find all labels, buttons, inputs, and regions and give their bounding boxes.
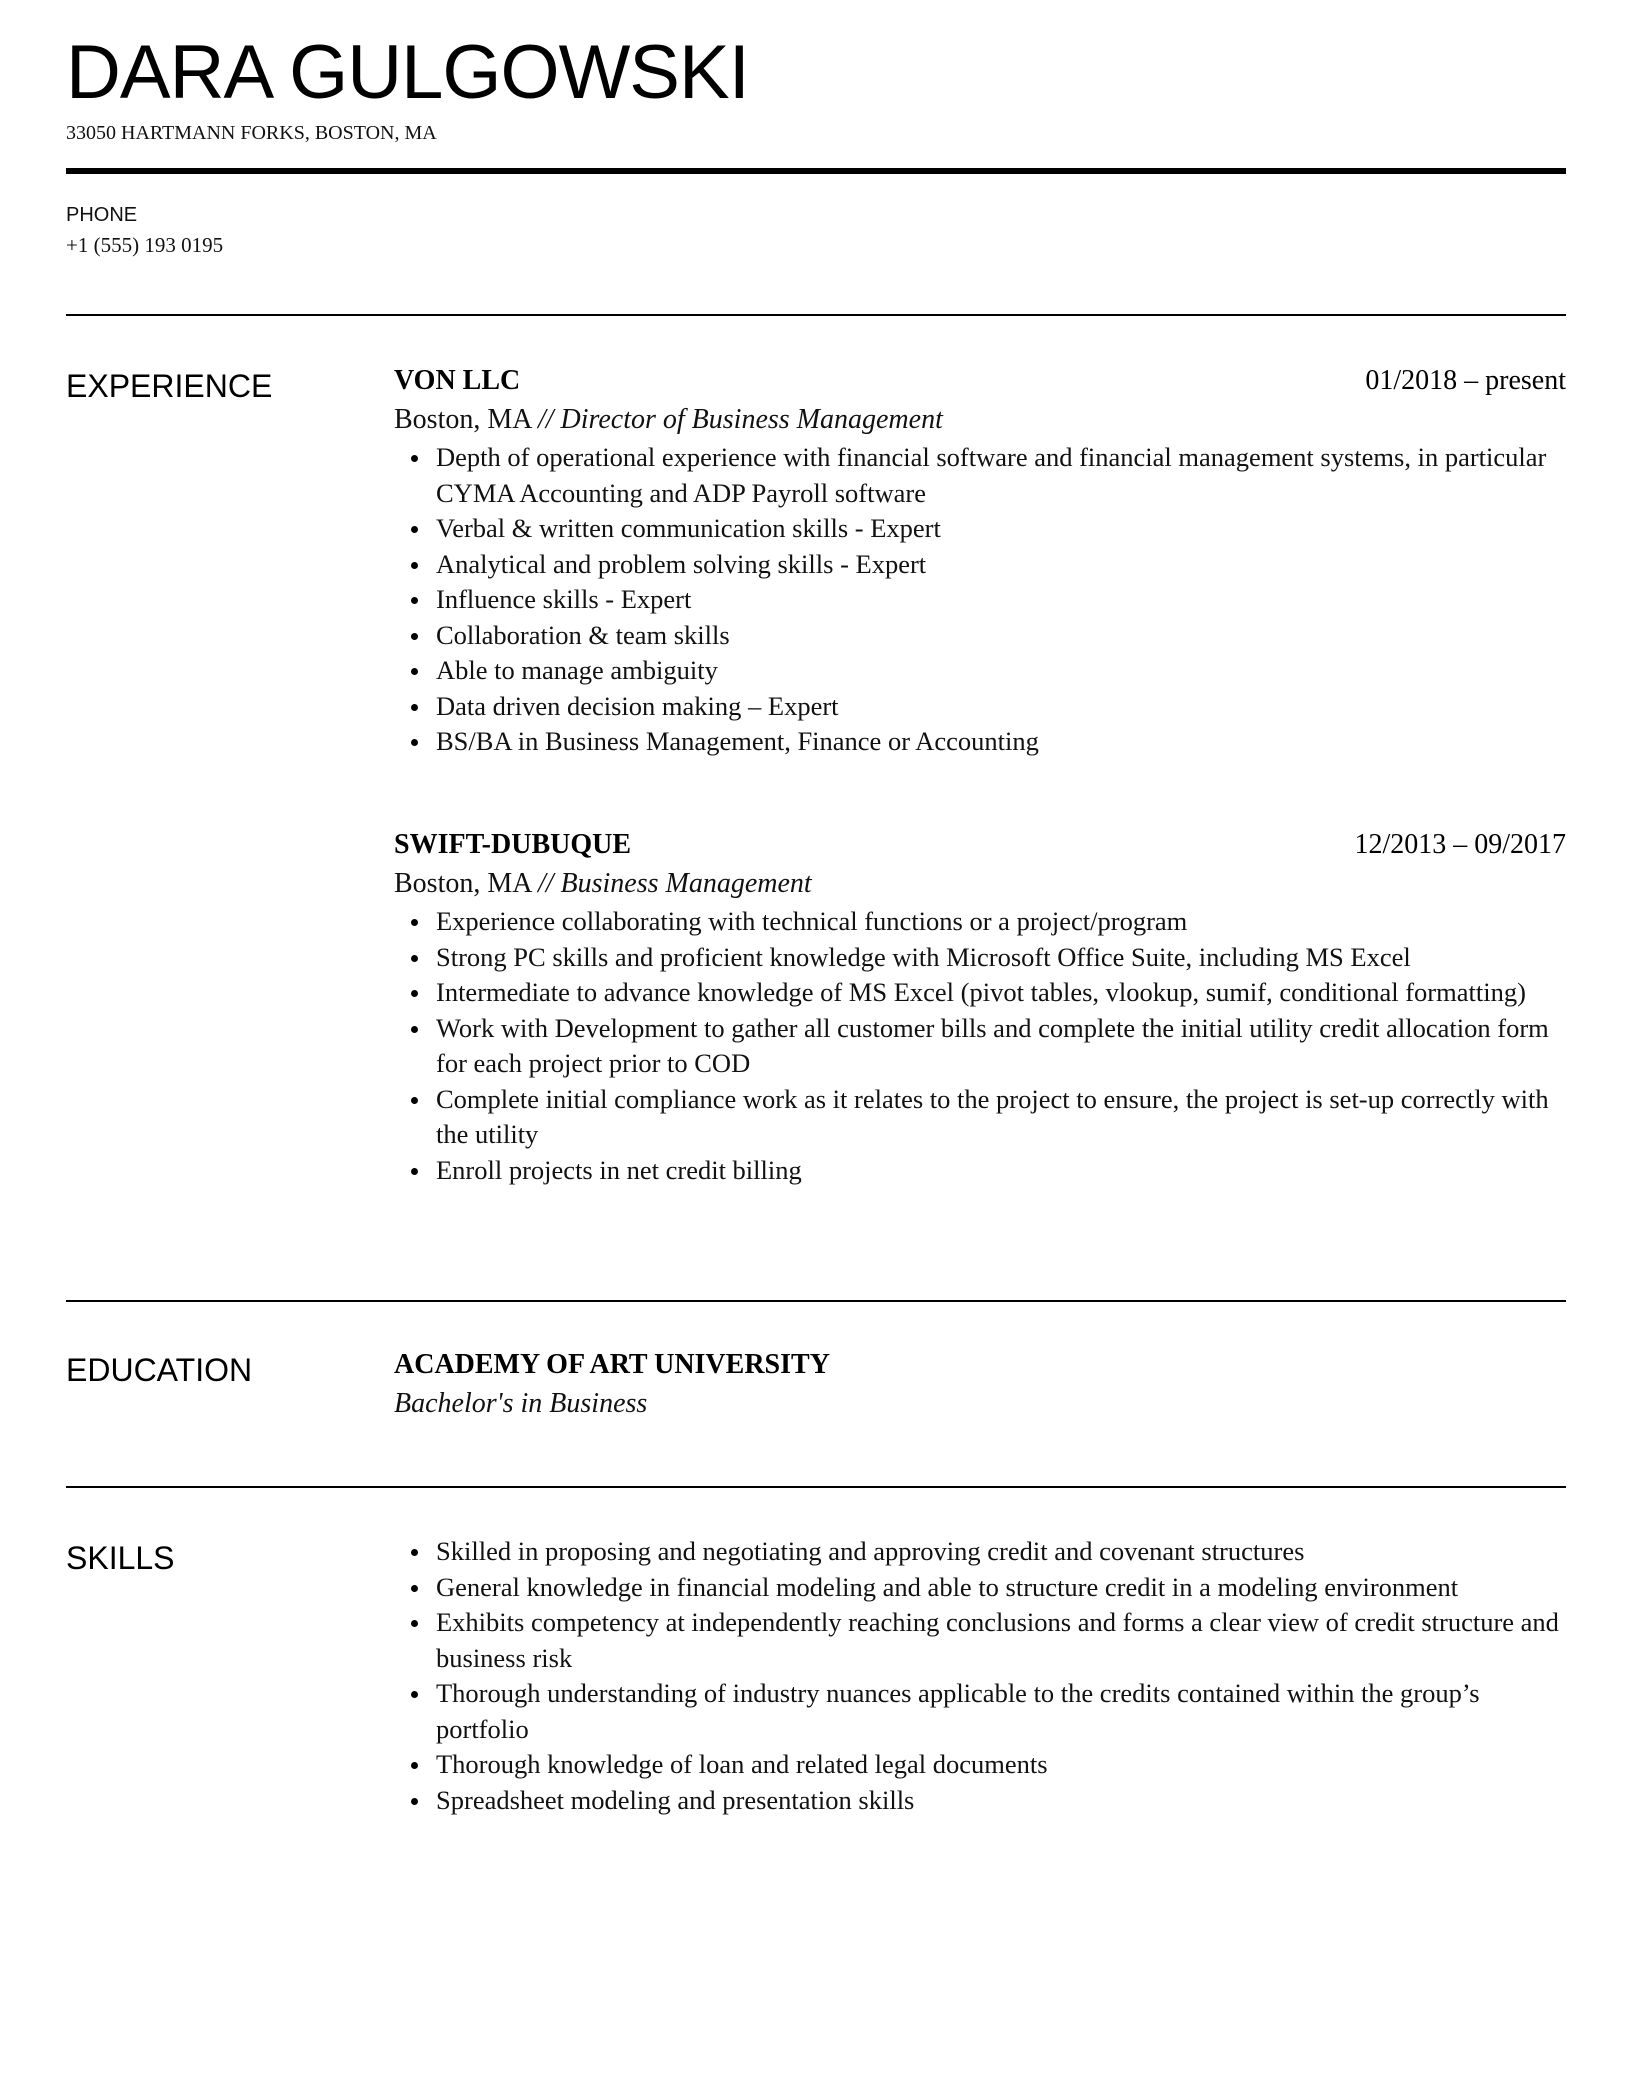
bullet-icon — [411, 1026, 418, 1033]
bullet-icon — [411, 739, 418, 746]
job-bullets — [394, 904, 1566, 1188]
experience-entry — [394, 362, 1566, 760]
list-item: Experience collaborating with technical functions or a project/program — [394, 904, 1566, 940]
experience-entry — [394, 826, 1566, 1188]
job-location: Boston, MA — [394, 404, 531, 435]
list-item: Spreadsheet modeling and presentation skills — [394, 1783, 1566, 1819]
bullet-icon — [411, 1097, 418, 1104]
list-item: Exhibits competency at independently reaching conclusions and forms a clear view of credit structure and business risk — [394, 1605, 1566, 1676]
section-divider — [66, 1486, 1566, 1488]
bullet-icon — [411, 955, 418, 962]
bullet-icon — [411, 1620, 418, 1627]
job-subline — [394, 864, 1566, 904]
section-divider — [66, 1300, 1566, 1302]
skills-heading: SKILLS — [66, 1540, 175, 1576]
education-heading: EDUCATION — [66, 1352, 253, 1388]
list-item: Skilled in proposing and negotiating and approving credit and covenant structures — [394, 1534, 1566, 1570]
company-name: SWIFT-DUBUQUE — [394, 829, 632, 860]
list-item: Analytical and problem solving skills - Expert — [394, 547, 1566, 583]
job-bullets — [394, 440, 1566, 760]
bullet-icon — [411, 1549, 418, 1556]
bullet-icon — [411, 597, 418, 604]
list-item: Depth of operational experience with financial software and financial management systems, in particular CYMA Accounting and ADP Payroll software — [394, 440, 1566, 511]
candidate-address: 33050 HARTMANN FORKS, BOSTON, MA — [66, 122, 437, 144]
phone-number: +1 (555) 193 0195 — [66, 233, 224, 257]
bullet-icon — [411, 919, 418, 926]
job-separator: // — [537, 868, 561, 899]
education-entry — [394, 1346, 1566, 1424]
candidate-name: DARA GULGOWSKI — [66, 30, 749, 115]
degree-line — [394, 1384, 1566, 1424]
list-item: Intermediate to advance knowledge of MS Excel (pivot tables, vlookup, sumif, conditional formatting) — [394, 975, 1566, 1011]
bullet-icon — [411, 562, 418, 569]
list-item: Influence skills - Expert — [394, 582, 1566, 618]
bullet-icon — [411, 633, 418, 640]
list-item: Thorough understanding of industry nuances applicable to the credits contained within the group’s portfolio — [394, 1676, 1566, 1747]
job-separator: // — [537, 404, 561, 435]
list-item: Strong PC skills and proficient knowledge with Microsoft Office Suite, including MS Excel — [394, 940, 1566, 976]
experience-heading: EXPERIENCE — [66, 368, 273, 404]
skills-list-container — [394, 1534, 1566, 1818]
bullet-icon — [411, 455, 418, 462]
section-divider — [66, 314, 1566, 316]
bullet-icon — [411, 1762, 418, 1769]
entry-header — [394, 362, 1566, 400]
skills-list — [394, 1534, 1566, 1818]
bullet-icon — [411, 1798, 418, 1805]
bullet-icon — [411, 1168, 418, 1175]
list-item: General knowledge in financial modeling and able to structure credit in a modeling environment — [394, 1570, 1566, 1606]
header-divider — [66, 168, 1566, 174]
bullet-icon — [411, 704, 418, 711]
entry-header — [394, 1346, 1566, 1384]
bullet-icon — [411, 526, 418, 533]
job-subline — [394, 400, 1566, 440]
list-item: Thorough knowledge of loan and related legal documents — [394, 1747, 1566, 1783]
list-item: Enroll projects in net credit billing — [394, 1153, 1566, 1189]
list-item: Able to manage ambiguity — [394, 653, 1566, 689]
entry-header — [394, 826, 1566, 864]
list-item: Collaboration & team skills — [394, 618, 1566, 654]
school-name: ACADEMY OF ART UNIVERSITY — [394, 1349, 830, 1380]
bullet-icon — [411, 1585, 418, 1592]
company-name: VON LLC — [394, 365, 521, 396]
list-item: BS/BA in Business Management, Finance or Accounting — [394, 724, 1566, 760]
bullet-icon — [411, 990, 418, 997]
list-item: Data driven decision making – Expert — [394, 689, 1566, 725]
list-item: Complete initial compliance work as it relates to the project to ensure, the project is set-up correctly with the utility — [394, 1082, 1566, 1153]
bullet-icon — [411, 668, 418, 675]
job-role: Business Management — [560, 868, 812, 899]
employment-dates: 01/2018 – present — [1365, 365, 1566, 396]
degree: Bachelor's in Business — [394, 1388, 648, 1419]
employment-dates: 12/2013 – 09/2017 — [1354, 829, 1566, 860]
list-item: Verbal & written communication skills - Expert — [394, 511, 1566, 547]
bullet-icon — [411, 1691, 418, 1698]
list-item: Work with Development to gather all customer bills and complete the initial utility credit allocation form for each project prior to COD — [394, 1011, 1566, 1082]
job-role: Director of Business Management — [560, 404, 943, 435]
phone-label: PHONE — [66, 204, 138, 226]
job-location: Boston, MA — [394, 868, 531, 899]
